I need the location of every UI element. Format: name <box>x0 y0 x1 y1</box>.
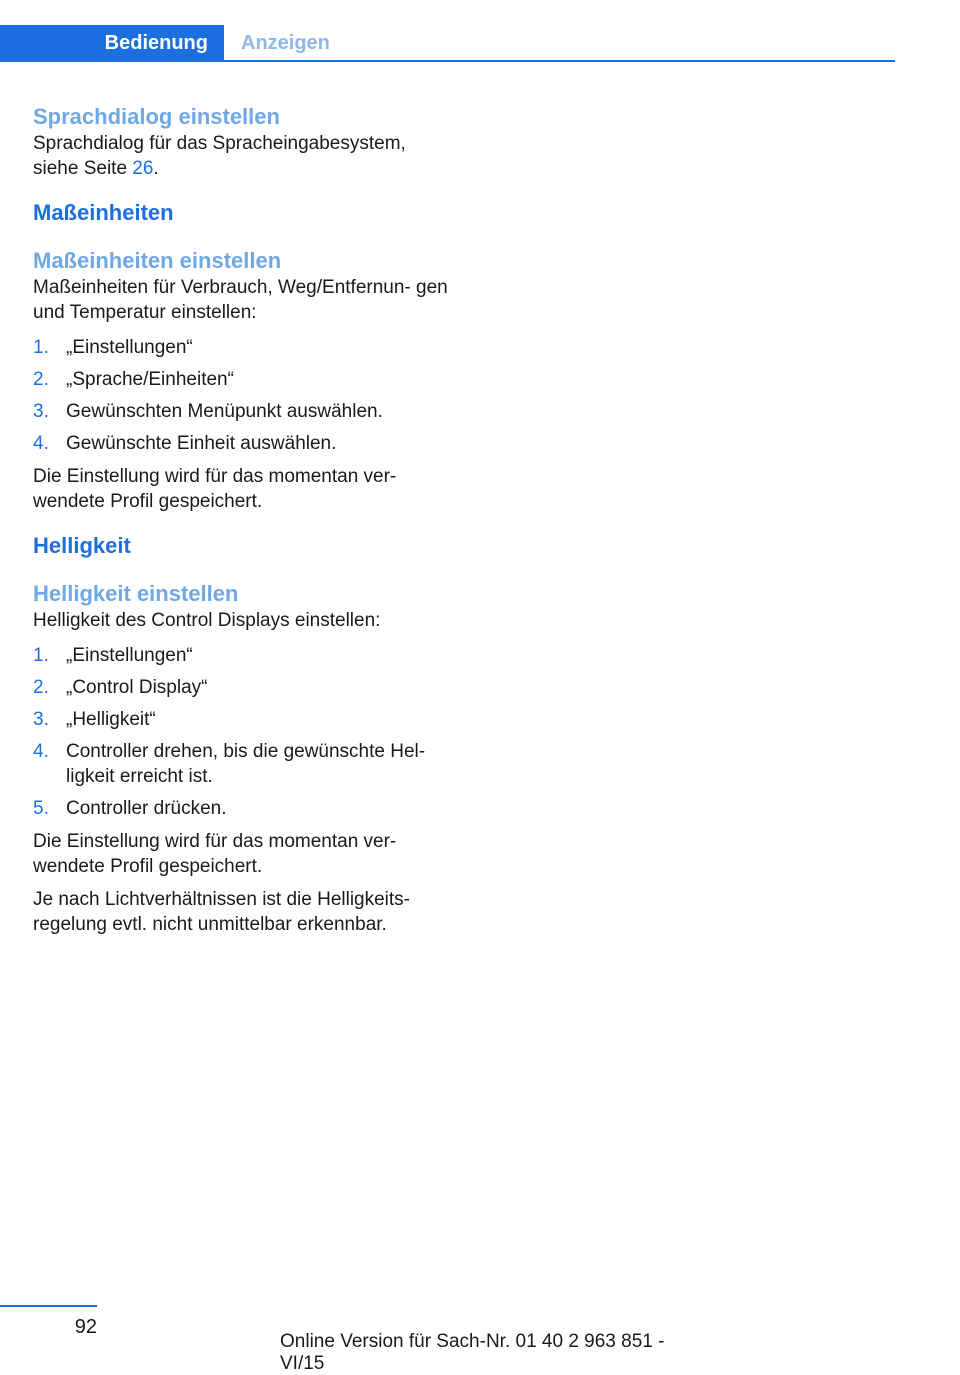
page-number: 92 <box>74 1316 97 1338</box>
step-number: 2. <box>33 369 49 390</box>
header-rule <box>0 60 895 62</box>
step-text: Gewünschten Menüpunkt auswählen. <box>66 401 383 422</box>
step-list <box>33 643 453 821</box>
paragraph: Die Einstellung wird für das momentan ver‐ wendete Profil gespeichert. <box>33 466 397 512</box>
list-item <box>33 399 453 424</box>
footer-rule <box>0 1305 97 1307</box>
step-text: „Einstellungen“ <box>66 337 193 358</box>
section-subtitle: Maßeinheiten einstellen <box>33 248 282 273</box>
tab-bedienung[interactable]: Bedienung <box>0 25 224 62</box>
section-title: Helligkeit <box>33 533 131 558</box>
step-text: Gewünschte Einheit auswählen. <box>66 433 337 454</box>
list-item <box>33 335 453 360</box>
section-sprachdialog <box>33 103 453 181</box>
paragraph <box>33 131 453 181</box>
paragraph: Maßeinheiten für Verbrauch, Weg/Entfernun‐ gen und Temperatur einstellen: <box>33 277 448 323</box>
page-reference-link[interactable]: 26 <box>132 158 154 179</box>
step-number: 3. <box>33 401 49 422</box>
list-item <box>33 367 453 392</box>
list-item <box>33 431 453 456</box>
paragraph-text: Sprachdialog für das Spracheingabesystem, siehe Seite <box>33 133 406 179</box>
section-subtitle: Sprachdialog einstellen <box>33 104 280 129</box>
step-text: „Helligkeit“ <box>66 709 156 730</box>
step-text: „Control Display“ <box>66 677 208 698</box>
footer-text: Online Version für Sach-Nr. 01 40 2 963 851 - VI/15 <box>280 1331 665 1374</box>
step-text: Controller drehen, bis die gewünschte Hel‐ ligkeit erreicht ist. <box>66 741 426 787</box>
list-item <box>33 675 453 700</box>
paragraph: Die Einstellung wird für das momentan ver‐ wendete Profil gespeichert. <box>33 831 397 877</box>
step-text: „Einstellungen“ <box>66 645 193 666</box>
step-text: „Sprache/Einheiten“ <box>66 369 234 390</box>
section-masseinheiten <box>33 199 453 514</box>
list-item <box>33 796 453 821</box>
step-number: 4. <box>33 741 49 762</box>
list-item <box>33 707 453 732</box>
section-helligkeit <box>33 532 453 937</box>
list-item <box>33 643 453 668</box>
page-header <box>0 25 895 62</box>
list-item <box>33 739 453 789</box>
step-list <box>33 335 453 456</box>
step-number: 3. <box>33 709 49 730</box>
paragraph: Helligkeit des Control Displays einstellen: <box>33 610 381 631</box>
step-number: 4. <box>33 433 49 454</box>
content-column <box>33 103 453 945</box>
section-title: Maßeinheiten <box>33 200 174 225</box>
step-number: 2. <box>33 677 49 698</box>
tab-anzeigen[interactable]: Anzeigen <box>241 32 330 54</box>
step-number: 1. <box>33 645 49 666</box>
step-number: 1. <box>33 337 49 358</box>
paragraph-text: . <box>153 158 159 179</box>
paragraph: Je nach Lichtverhältnissen ist die Helligkeits‐ regelung evtl. nicht unmittelbar erkennbar. <box>33 889 411 935</box>
step-text: Controller drücken. <box>66 798 227 819</box>
step-number: 5. <box>33 798 49 819</box>
section-subtitle: Helligkeit einstellen <box>33 581 239 606</box>
